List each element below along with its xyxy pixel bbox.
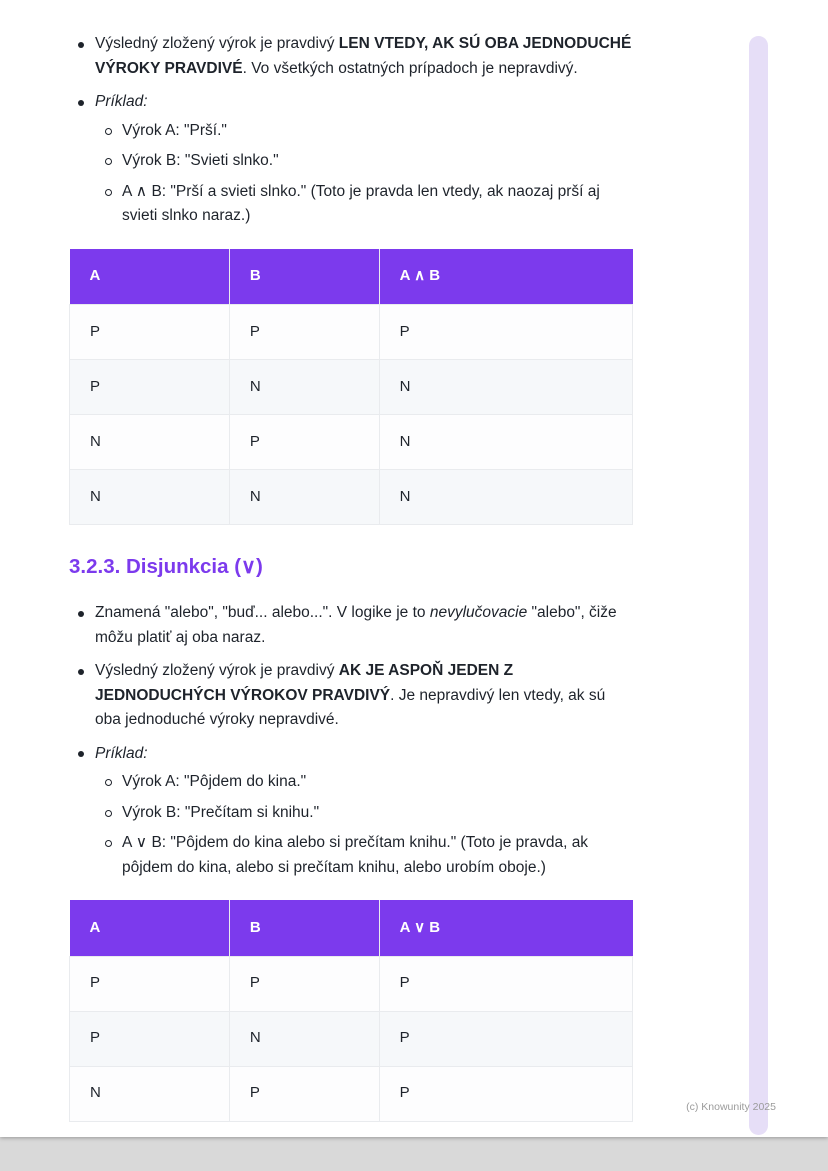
example-text: Výrok B: "Svieti slnko." [122,152,279,169]
table-header-row [70,900,633,956]
table-cell: P [229,305,379,360]
example-sublist-conjunction [95,119,633,229]
table-cell: P [70,360,230,415]
table-row [70,360,633,415]
list-item-example [95,770,633,795]
text-segment: Výsledný zložený výrok je pravdivý [95,35,339,52]
table-cell: N [70,415,230,470]
table-cell: N [229,1011,379,1066]
list-item-example [95,831,633,880]
example-sublist-disjunction [95,770,633,880]
table-cell: N [229,360,379,415]
table-header-cell: A ∧ B [379,249,632,305]
list-item-example [95,149,633,174]
text-segment-italic: nevylučovacie [429,604,528,621]
example-label: Príklad: [95,93,148,110]
table-header-row [70,249,633,305]
list-item-conjunction-rule [69,32,633,81]
watermark: (c) Knowunity 2025 [686,1101,776,1113]
text-segment-bold: LEN VTEDY, AK SÚ OBA JEDNODUCHÉ VÝROKY PRAVDIVÉ [95,35,632,77]
table-cell: P [379,1011,632,1066]
table-row [70,956,633,1011]
table-row [70,305,633,360]
table-cell: N [229,470,379,525]
table-cell: N [379,470,632,525]
table-cell: P [379,956,632,1011]
table-header-cell: A [70,900,230,956]
table-cell: N [70,470,230,525]
text-segment: Výsledný zložený výrok je pravdivý [95,662,339,679]
table-header-cell: A [70,249,230,305]
list-item-example [95,180,633,229]
table-cell: N [379,360,632,415]
table-row [70,470,633,525]
table-header-cell: A ∨ B [379,900,632,956]
list-item-example-block [69,90,633,229]
table-cell: N [379,415,632,470]
example-text: A ∨ B: "Pôjdem do kina alebo si prečítam knihu." (Toto je pravda, ak pôjdem do kina, alebo si prečítam knihu, alebo urobím oboje.) [122,834,589,876]
text-segment: Znamená "alebo", "buď... alebo...". V logike je to [95,604,430,621]
table-cell: P [229,415,379,470]
table-cell: P [229,956,379,1011]
truth-table-disjunction [69,900,633,1122]
table-cell: P [229,1066,379,1121]
table-cell: P [70,956,230,1011]
example-text: Výrok A: "Pôjdem do kina." [122,773,307,790]
table-header-cell: B [229,900,379,956]
scrollbar-thumb[interactable] [749,36,768,1135]
list-item-example [95,119,633,144]
example-label: Príklad: [95,744,148,762]
example-text: A ∧ B: "Prší a svieti slnko." (Toto je pravda len vtedy, ak naozaj prší aj svieti slnko naraz.) [122,182,600,224]
table-cell: N [70,1066,230,1121]
table-header-cell: B [229,249,379,305]
example-text: Výrok A: "Prší." [122,121,227,139]
table-cell: P [379,305,632,360]
table-row [70,415,633,470]
truth-table-conjunction [69,249,633,526]
text-segment: . Je nepravdivý len vtedy, ak sú oba jednoduché výroky nepravdivé. [95,686,606,728]
section-heading-disjunction: 3.2.3. Disjunkcia (∨) [69,555,263,578]
table-row [70,1066,633,1121]
table-cell: P [70,305,230,360]
text-segment-bold: AK JE ASPOŇ JEDEN Z JEDNODUCHÝCH VÝROKOV PRAVDIVÝ [95,662,514,704]
text-segment: "alebo", čiže môžu platiť aj oba naraz. [95,604,617,646]
table-row [70,1011,633,1066]
table-cell: P [70,1011,230,1066]
list-item-example-block [69,742,633,881]
bullet-list-disjunction [69,601,633,880]
list-item-example [95,801,633,826]
table-cell: P [379,1066,632,1121]
bullet-list-conjunction [69,32,633,229]
list-item-disjunction-rule [69,659,633,733]
text-segment: . Vo všetkých ostatných prípadoch je nepravdivý. [242,59,578,77]
list-item-disjunction-meaning [69,601,633,650]
example-text: Výrok B: "Prečítam si knihu." [122,803,320,821]
